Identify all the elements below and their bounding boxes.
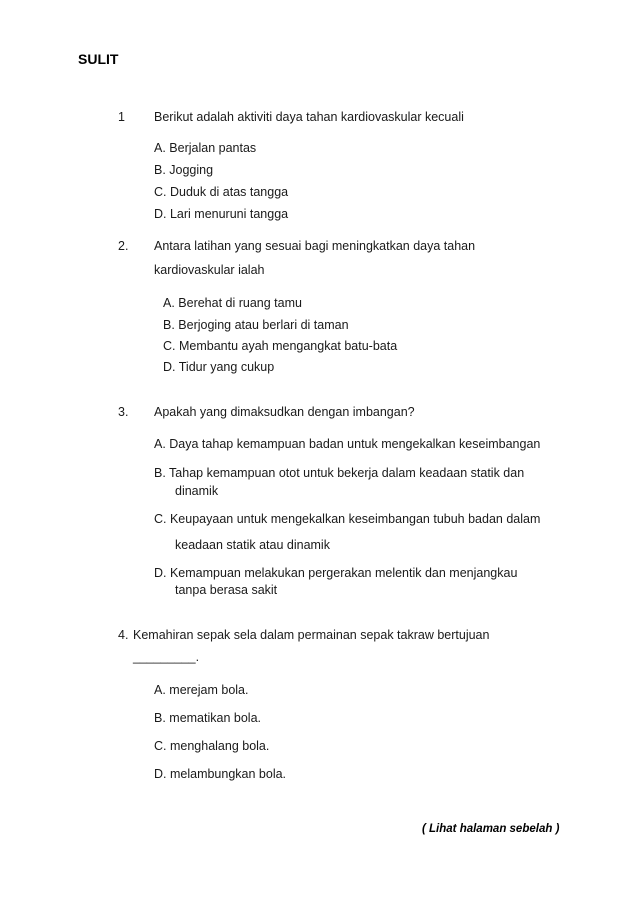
option-b: B. Berjoging atau berlari di taman	[163, 318, 349, 332]
option-d: D. Lari menuruni tangga	[154, 207, 289, 221]
page-footer-next-page: ( Lihat halaman sebelah )	[422, 823, 560, 835]
question-text: Berikut adalah aktiviti daya tahan kardiovaskular kecuali	[154, 110, 464, 124]
option-b-cont: dinamik	[175, 484, 219, 498]
question-text: Antara latihan yang sesuai bagi meningkatkan daya tahan	[154, 239, 476, 253]
option-a: A. Berehat di ruang tamu	[163, 296, 302, 310]
question-text-cont: kardiovaskular ialah	[154, 263, 265, 277]
option-a: A. Daya tahap kemampuan badan untuk mengekalkan keseimbangan	[154, 437, 541, 451]
option-c: C. Keupayaan untuk mengekalkan keseimbangan tubuh badan dalam	[154, 512, 541, 526]
option-d-cont: tanpa berasa sakit	[175, 583, 278, 597]
question-number: 4.	[118, 628, 129, 642]
option-b: B. Jogging	[154, 163, 214, 177]
option-a: A. Berjalan pantas	[154, 141, 257, 155]
option-c-cont: keadaan statik atau dinamik	[175, 538, 330, 552]
option-b: B. Tahap kemampuan otot untuk bekerja dalam keadaan statik dan	[154, 466, 525, 480]
page-header-sulit: SULIT	[78, 51, 119, 67]
question-number: 3.	[118, 405, 129, 419]
question-text: Kemahiran sepak sela dalam permainan sepak takraw bertujuan	[133, 628, 490, 642]
question-number: 2.	[118, 239, 129, 253]
option-d: D. Kemampuan melakukan pergerakan melentik dan menjangkau	[154, 566, 518, 580]
option-c: C. menghalang bola.	[154, 739, 270, 753]
option-d: D. melambungkan bola.	[154, 767, 287, 781]
question-number: 1	[118, 110, 125, 124]
answer-blank: _________.	[133, 650, 200, 664]
option-c: C. Membantu ayah mengangkat batu-bata	[163, 339, 398, 353]
question-text: Apakah yang dimaksudkan dengan imbangan?	[154, 405, 415, 419]
option-a: A. merejam bola.	[154, 683, 249, 697]
option-c: C. Duduk di atas tangga	[154, 185, 289, 199]
option-d: D. Tidur yang cukup	[163, 360, 275, 374]
option-b: B. mematikan bola.	[154, 711, 261, 725]
